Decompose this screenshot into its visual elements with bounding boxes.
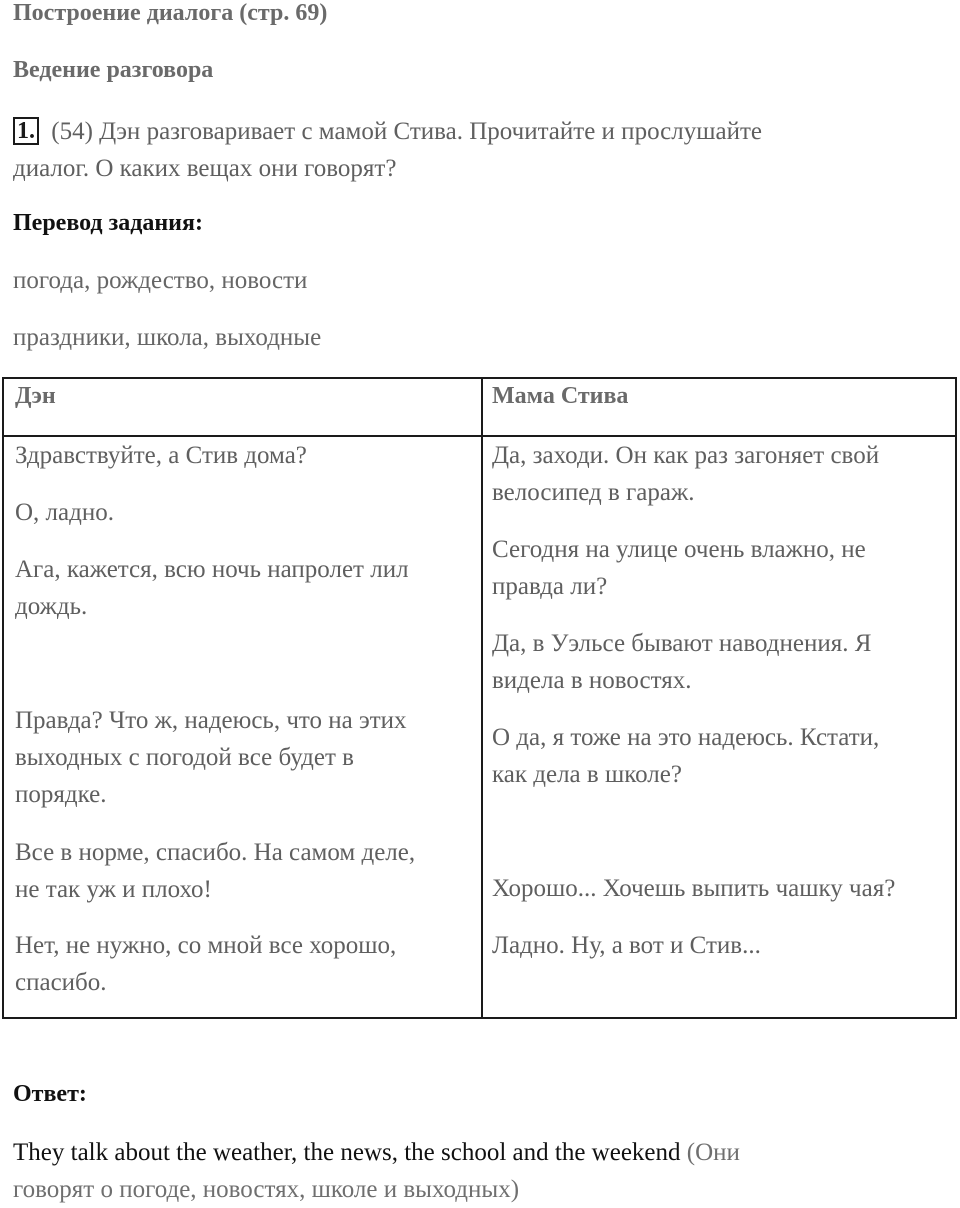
dan-line-3: Ага, кажется, всю ночь напролет лил дождь. [15,556,409,620]
task-text-line2: диалог. О каких вещах они говорят? [13,155,397,182]
mom-line-5: Хорошо... Хочешь выпить чашку чая? [492,875,896,902]
mom-line-1: Да, заходи. Он как раз загоняет свой велосипед в гараж. [492,442,880,506]
task-text: (54) Дэн разговаривает с мамой Стива. Прочитайте и прослушайте [51,118,763,145]
column-header-steve-mom: Мама Стива [492,383,629,409]
subsection-title: Ведение разговора [13,57,214,83]
table-column-divider [481,379,483,1017]
translation-line-2: праздники, школа, выходные [13,324,322,351]
dialogue-table [2,377,957,1019]
mom-line-6: Ладно. Ну, а вот и Стив... [492,932,761,959]
mom-line-2: Сегодня на улице очень влажно, не правда ли? [492,536,866,600]
column-header-dan: Дэн [15,383,56,409]
translation-label: Перевод задания: [13,210,203,236]
answer-label: Ответ: [13,1081,87,1107]
section-title: Построение диалога (стр. 69) [13,0,328,26]
mom-line-3: Да, в Уэльсе бывают наводнения. Я видела в новостях. [492,630,872,694]
answer-russian-end: говорят о погоде, новостях, школе и выходных) [13,1176,520,1203]
dan-line-6: Нет, не нужно, со мной все хорошо, спасибо. [15,932,397,996]
dan-line-4: Правда? Что ж, надеюсь, что на этих выходных с погодой все будет в порядке. [15,707,407,808]
dan-line-5: Все в норме, спасибо. На самом деле, не так уж и плохо! [15,839,416,903]
answer-english: They talk about the weather, the news, the school and the weekend [13,1139,681,1166]
mom-line-4: О да, я тоже на это надеюсь. Кстати, как дела в школе? [492,724,880,788]
task-number: 1. [13,117,39,145]
answer-text [13,1134,740,1208]
dan-line-1: Здравствуйте, а Стив дома? [15,442,307,469]
dan-line-2: О, ладно. [15,499,114,526]
translation-line-1: погода, рождество, новости [13,267,308,294]
answer-russian-start: (Они [686,1139,740,1166]
task-block [13,113,913,187]
